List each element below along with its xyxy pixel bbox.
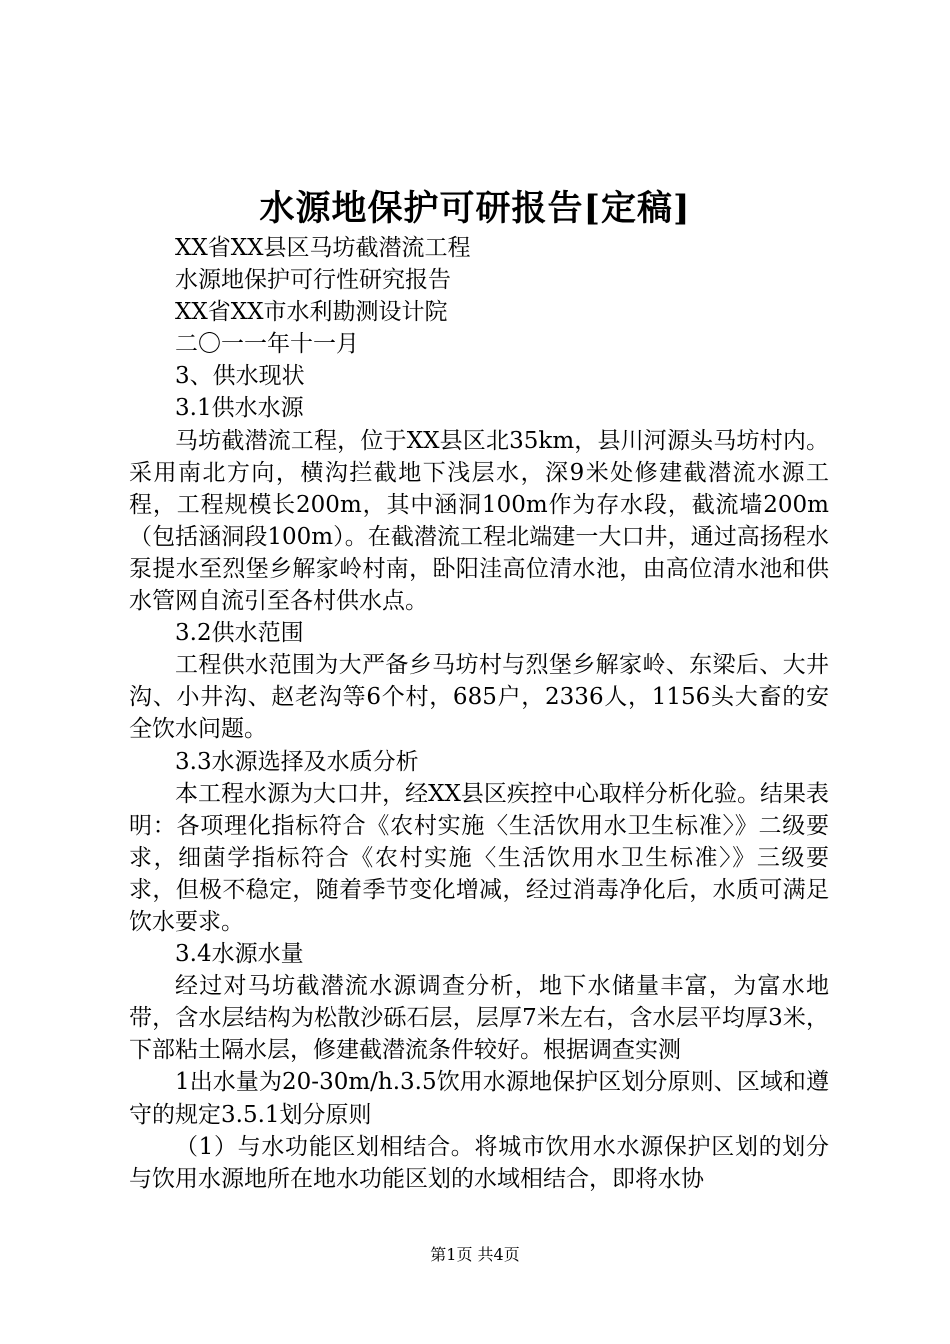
paragraph-water-quality: 本工程水源为大口井，经XX县区疾控中心取样分析化验。结果表明：各项理化指标符合《农村实施〈生活饮用水卫生标准〉》二级要求，细菌学指标符合《农村实施〈生活饮用水卫生标准〉》三级要求，但极不稳定，随着季节变化增减，经过消毒净化后，水质可满足饮水要求。 bbox=[129, 780, 829, 935]
paragraph-water-source: 马坊截潜流工程，位于XX县区北35km，县川河源头马坊村内。采用南北方向，横沟拦截地下浅层水，深9米处修建截潜流水源工程，工程规模长200m，其中涵洞100m作为存水段，截流墙200m（包括涵洞段100m）。在截潜流工程北端建一大口井，通过高扬程水泵提水至烈堡乡解家岭村南，卧阳洼高位清水池，由高位清水池和供水管网自流引至各村供水点。 bbox=[129, 427, 829, 615]
section-heading-3-1: 3.1供水水源 bbox=[175, 395, 304, 422]
section-heading-3: 3、供水现状 bbox=[175, 363, 305, 390]
page-number-footer: 第1页 共4页 bbox=[430, 1245, 520, 1264]
paragraph-output-and-principles: 1出水量为20-30m/h.3.5饮用水源地保护区划分原则、区域和遵守的规定3.5.1划分原则 bbox=[129, 1069, 829, 1128]
section-heading-3-2: 3.2供水范围 bbox=[175, 620, 304, 647]
document-body bbox=[129, 232, 829, 1195]
paragraph-report-name: 水源地保护可行性研究报告 bbox=[175, 267, 451, 294]
section-heading-3-4: 3.4水源水量 bbox=[175, 941, 304, 968]
paragraph-principle-1: （1）与水功能区划相结合。将城市饮用水水源保护区划的划分与饮用水源地所在地水功能区划的水域相结合，即将水协 bbox=[129, 1133, 829, 1192]
paragraph-water-quantity: 经过对马坊截潜流水源调查分析，地下水储量丰富，为富水地带，含水层结构为松散沙砾石层，层厚7米左右，含水层平均厚3米，下部粘土隔水层，修建截潜流条件较好。根据调查实测 bbox=[129, 973, 829, 1064]
paragraph-project-name: XX省XX县区马坊截潜流工程 bbox=[175, 235, 471, 261]
section-heading-3-3: 3.3水源选择及水质分析 bbox=[175, 748, 419, 775]
document-title: 水源地保护可研报告[定稿] bbox=[259, 188, 691, 229]
paragraph-date: 二〇一一年十一月 bbox=[175, 331, 359, 358]
paragraph-institute: XX省XX市水利勘测设计院 bbox=[175, 299, 448, 326]
paragraph-supply-range: 工程供水范围为大严备乡马坊村与烈堡乡解家岭、东梁后、大井沟、小井沟、赵老沟等6个村，685户，2336人，1156头大畜的安全饮水问题。 bbox=[129, 652, 829, 743]
